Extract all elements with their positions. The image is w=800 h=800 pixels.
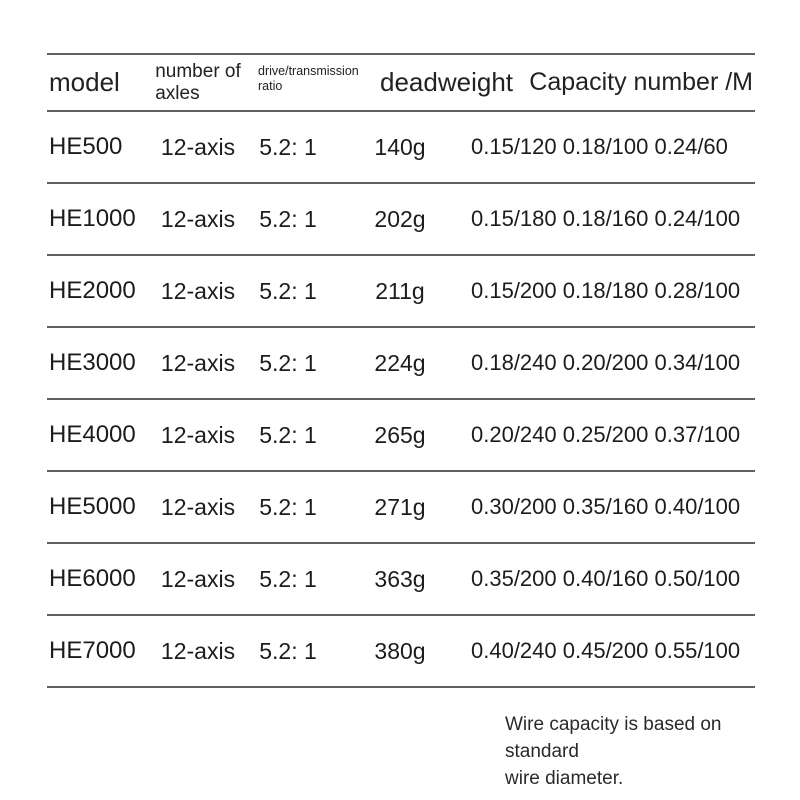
header-ratio-line1: drive/transmission bbox=[258, 63, 359, 78]
cell-capacity: 0.35/200 0.40/160 0.50/100 bbox=[471, 566, 741, 591]
spec-table bbox=[47, 53, 755, 688]
cell-capacity: 0.15/180 0.18/160 0.24/100 bbox=[471, 206, 741, 231]
cell-ratio: 5.2: 1 bbox=[259, 493, 317, 520]
header-number-of-axles bbox=[155, 61, 241, 105]
header-model: model bbox=[49, 67, 120, 97]
cell-model: HE7000 bbox=[49, 637, 136, 664]
cell-capacity: 0.30/200 0.35/160 0.40/100 bbox=[471, 494, 741, 519]
table-row bbox=[47, 400, 755, 472]
cell-axles: 12-axis bbox=[160, 565, 236, 592]
cell-deadweight: 271g bbox=[374, 493, 426, 520]
cell-axles: 12-axis bbox=[160, 637, 236, 664]
cell-capacity: 0.20/240 0.25/200 0.37/100 bbox=[471, 422, 741, 447]
cell-deadweight: 363g bbox=[374, 565, 426, 592]
cell-ratio: 5.2: 1 bbox=[259, 205, 317, 232]
header-capacity: Capacity number /M bbox=[529, 68, 753, 96]
cell-deadweight: 265g bbox=[374, 421, 426, 448]
table-row bbox=[47, 328, 755, 400]
table-row bbox=[47, 184, 755, 256]
table-body bbox=[47, 112, 755, 688]
cell-model: HE500 bbox=[49, 133, 123, 160]
cell-ratio: 5.2: 1 bbox=[259, 133, 317, 160]
cell-deadweight: 380g bbox=[374, 637, 426, 664]
cell-axles: 12-axis bbox=[160, 421, 236, 448]
header-number-of-axles-line1: number of bbox=[155, 60, 241, 82]
footer-note-line1: Wire capacity is based on standard bbox=[505, 714, 722, 762]
cell-model: HE2000 bbox=[49, 277, 136, 304]
header-drive-transmission-ratio bbox=[244, 63, 359, 94]
footer-note bbox=[505, 711, 800, 792]
table-row bbox=[47, 112, 755, 184]
cell-capacity: 0.18/240 0.20/200 0.34/100 bbox=[471, 350, 741, 375]
header-number-of-axles-line2: axles bbox=[155, 82, 200, 104]
cell-ratio: 5.2: 1 bbox=[259, 349, 317, 376]
cell-model: HE3000 bbox=[49, 349, 136, 376]
cell-capacity: 0.15/200 0.18/180 0.28/100 bbox=[471, 278, 741, 303]
cell-model: HE5000 bbox=[49, 493, 136, 520]
header-ratio-line2: ratio bbox=[258, 78, 283, 93]
table-row bbox=[47, 472, 755, 544]
cell-deadweight: 224g bbox=[374, 349, 426, 376]
cell-ratio: 5.2: 1 bbox=[259, 565, 317, 592]
table-row bbox=[47, 544, 755, 616]
cell-deadweight: 140g bbox=[374, 133, 426, 160]
cell-axles: 12-axis bbox=[160, 493, 236, 520]
cell-deadweight: 211g bbox=[375, 277, 425, 304]
header-deadweight: deadweight bbox=[380, 67, 513, 97]
cell-capacity: 0.15/120 0.18/100 0.24/60 bbox=[471, 134, 728, 159]
cell-model: HE6000 bbox=[49, 565, 136, 592]
footer-note-line2: wire diameter. bbox=[505, 768, 624, 789]
cell-model: HE4000 bbox=[49, 421, 136, 448]
cell-deadweight: 202g bbox=[374, 205, 426, 232]
cell-capacity: 0.40/240 0.45/200 0.55/100 bbox=[471, 638, 741, 663]
table-row bbox=[47, 616, 755, 688]
cell-axles: 12-axis bbox=[160, 205, 236, 232]
cell-model: HE1000 bbox=[49, 205, 136, 232]
table-row bbox=[47, 256, 755, 328]
cell-axles: 12-axis bbox=[160, 133, 236, 160]
cell-ratio: 5.2: 1 bbox=[259, 421, 317, 448]
cell-ratio: 5.2: 1 bbox=[259, 637, 317, 664]
cell-axles: 12-axis bbox=[160, 349, 236, 376]
cell-axles: 12-axis bbox=[160, 277, 236, 304]
cell-ratio: 5.2: 1 bbox=[259, 277, 317, 304]
table-header-row bbox=[47, 53, 755, 112]
